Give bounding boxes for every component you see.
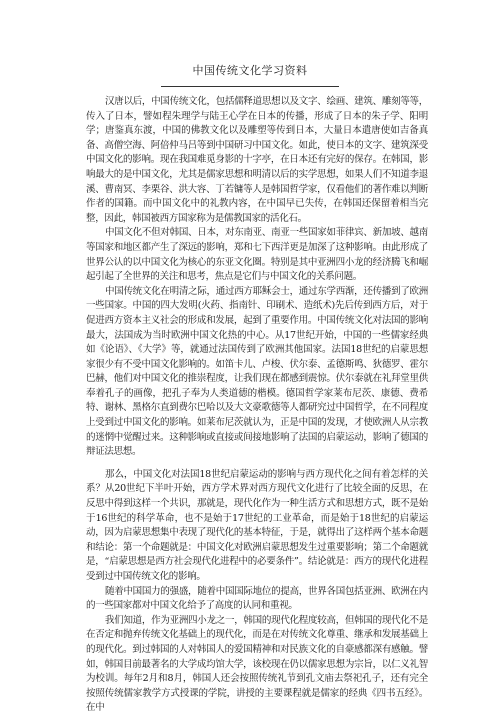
paragraph-3: 中国传统文化在明清之际，通过西方耶稣会士，通过东学西渐，还传播到了欧洲一些国家。中国的四大发明(火药、指南针、印刷术、造纸术)先后传到西方后，对于促进西方资本主义社会的形成和发展，起到了重要作用。中国传统文化对法国的影响最大，法国成为当时欧洲中国文化热的中心。从17世纪开始，中国的一些儒家经典如《论语》、《大学》等，就通过法国传到了欧洲其他国家。法国18世纪的启蒙思想家很少有不受中国文化影响的。如笛卡儿、卢梭、伏尔泰、孟德斯鸣、狄德罗、霍尔巴赫，他们对中国文化的推崇程度，让我们现在都感到震惊。伏尔泰就在礼拜堂里供奉着孔子的画像，把孔子奉为人类道德的楷模。德国哲学家莱布尼茨、康德、费希特、谢林、黑格尔直到费尔巴哈以及大文豪歌德等人都研究过中国哲学，在不同程度上受到过中国文化的影响。如莱布尼茨就认为，正是中国的发现，才使欧洲人从宗教的迷惘中觉醒过来。这种影响或直接或间接地影响了法国的启蒙运动，影响了德国的辩证法思想。 bbox=[86, 285, 428, 458]
title-divider bbox=[161, 86, 339, 87]
paragraph-2: 中国文化不但对韩国、日本，对东南亚、南亚一些国家如菲律宾、新加坡、越南等国家和地区都产生了深远的影响，郑和七下西洋更是加深了这种影响。由此形成了世界公认的以中国文化为核心的东亚文化圈。特别是其中亚洲四小龙的经济腾飞和崛起引起了全世界的关注和思考，焦点是它们与中国文化的关系问题。 bbox=[86, 227, 428, 283]
paragraph-gap bbox=[86, 460, 428, 468]
paragraph-1: 汉唐以后，中国传统文化，包括儒释道思想以及文字、绘画、建筑、雕刻等等，传入了日本，譬如程朱理学与陆王心学在日本的传播，形成了日本的朱子学、阳明学；唐鉴真东渡，中国的佛教文化以及雕塑等传到日本，大量日本遣唐使如吉备真备、高僧空海、阿倍仲马吕等到中国研习中国文化。如此，使日本的文字、建筑深受中国文化的影响。现在我国难觅身影的十字亭，在日本还有完好的保存。在韩国，影响最大的是中国文化，尤其是儒家思想和明清以后的实学思想，如果人们不知道李退溪、曹南冥、李栗谷、洪大容、丁若镛等人是韩国哲学家，仅看他们的著作难以判断作者的国籍。而中国文化中的礼教内容，在中国早已失传，在韩国还保留着相当完整，因此，韩国被西方国家称为是儒教国家的活化石。 bbox=[86, 96, 428, 224]
document-body bbox=[86, 95, 428, 716]
paragraph-4: 那么，中国文化对法国18世纪启蒙运动的影响与西方现代化之间有着怎样的关系？从20世纪下半叶开始，西方学术界对西方现代文化进行了比较全面的反思，在反思中得到这样一个共识，那就是，现代化作为一种生活方式和思想方式，既不是始于16世纪的科学革命，也不是始于17世纪的工业革命，而是始于18世纪的启蒙运动，因为启蒙思想集中表现了现代化的基本特征，于是，就得出了这样两个基本命题和结论：第一个命题就是：中国文化对欧洲启蒙思想发生过重要影响；第二个命题就是，“启蒙思想是西方社会现代化进程中的必要条件”。结论就是：西方的现代化进程受到过中国传统文化的影响。 bbox=[86, 468, 428, 582]
document-title: 中国传统文化学习资料 bbox=[192, 64, 308, 77]
paragraph-5: 随着中国国力的强盛，随着中国国际地位的提高，世界各国包括亚洲、欧洲在内的一些国家都对中国文化给予了高度的认同和重视。 bbox=[86, 585, 428, 612]
paragraph-6: 我们知道，作为亚洲四小龙之一，韩国的现代化程度较高，但韩国的现代化不是在否定和抛弃传统文化基础上的现代化，而是在对传统文化尊重、继承和发展基础上的现代化。到过韩国的人对韩国人的爱国精神和对民族文化的自豪感都深有感触。譬如，韩国目前最著名的大学成均馆大学，该校现在仍以儒家思想为宗旨，以仁义礼智为校训。每年2月和8月，韩国人还会按照传统礼节到孔文庙去祭祀孔子，还有完全按照传统儒家教学方式授课的学院，讲授的主要课程就是儒家的经典《四书五经》。在中 bbox=[86, 614, 428, 714]
